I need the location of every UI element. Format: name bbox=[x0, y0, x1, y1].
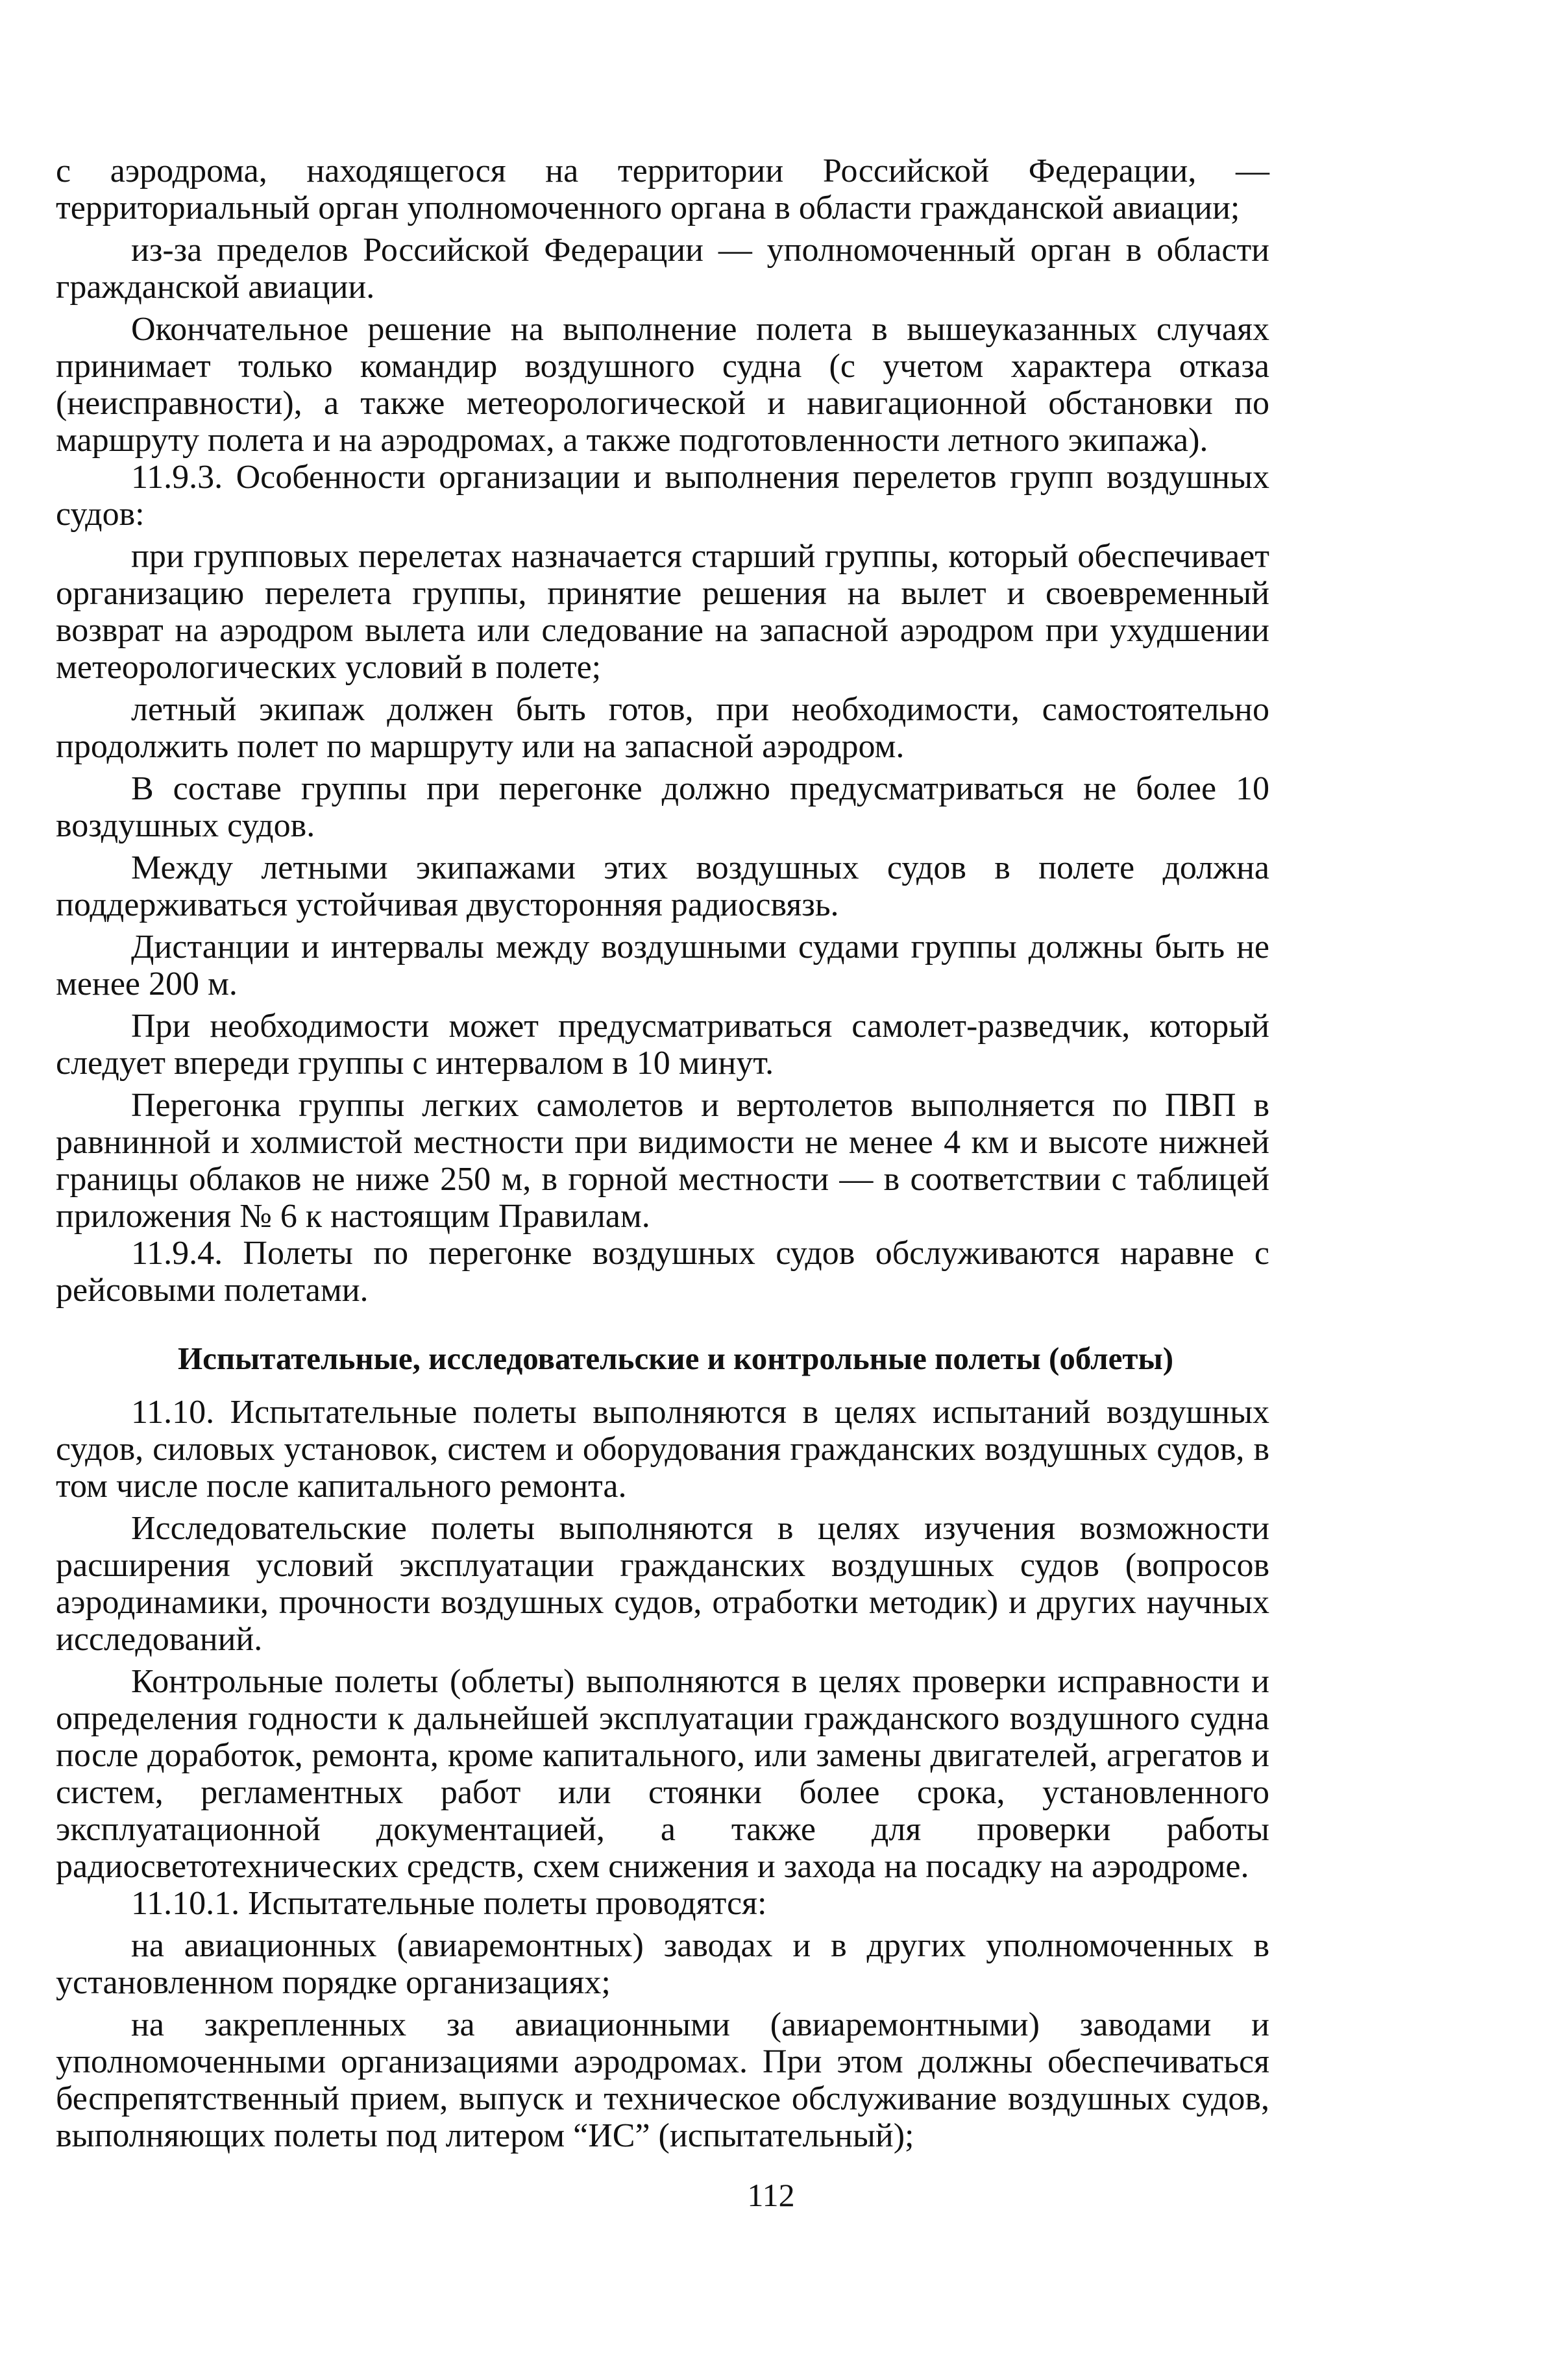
paragraph: 11.10. Испытательные полеты выполняются в целях испытаний воздушных судов, силовых установок, систем и оборудования гражданских воздушных судов, в том числе после капитального ремонта. bbox=[56, 1394, 1269, 1505]
paragraph: 11.9.4. Полеты по перегонке воздушных судов обслуживаются наравне с рейсовыми полетами. bbox=[56, 1235, 1269, 1309]
paragraph: с аэродрома, находящегося на территории Российской Федерации, — территориальный орган уполномоченного органа в области гражданской авиации; bbox=[56, 152, 1269, 226]
paragraph: 11.9.3. Особенности организации и выполнения перелетов групп воздушных судов: bbox=[56, 459, 1269, 533]
paragraph: В составе группы при перегонке должно предусматриваться не более 10 воздушных судов. bbox=[56, 770, 1269, 844]
paragraph: при групповых перелетах назначается старший группы, который обеспечивает организацию перелета группы, принятие решения на вылет и своевременный возврат на аэродром вылета или следование на запасной аэродром при ухудшении метеорологических условий в полете; bbox=[56, 538, 1269, 686]
page-number: 112 bbox=[747, 2177, 795, 2213]
paragraph: При необходимости может предусматриваться самолет-разведчик, который следует впереди группы с интервалом в 10 минут. bbox=[56, 1008, 1269, 1082]
paragraph: Контрольные полеты (облеты) выполняются в целях проверки исправности и определения годности к дальнейшей эксплуатации гражданского воздушного судна после доработок, ремонта, кроме капитального, или замены двигателей, агрегатов и систем, регламентных работ или стоянки более срока, установленного эксплуатационной документацией, а также для проверки работы радиосветотехнических средств, схем снижения и захода на посадку на аэродроме. bbox=[56, 1663, 1269, 1885]
paragraph: на авиационных (авиаремонтных) заводах и в других уполномоченных в установленном порядке организациях; bbox=[56, 1927, 1269, 2001]
paragraph: летный экипаж должен быть готов, при необходимости, самостоятельно продолжить полет по маршруту или на запасной аэродром. bbox=[56, 691, 1269, 765]
paragraph: на закрепленных за авиационными (авиаремонтными) заводами и уполномоченными организациями аэродромах. При этом должны обеспечиваться беспрепятственный прием, выпуск и техническое обслуживание воздушных судов, выполняющих полеты под литером “ИС” (испытательный); bbox=[56, 2006, 1269, 2154]
document-page bbox=[56, 152, 1269, 2154]
paragraph: Между летными экипажами этих воздушных судов в полете должна поддерживаться устойчивая двусторонняя радиосвязь. bbox=[56, 849, 1269, 923]
paragraph: из-за пределов Российской Федерации — уполномоченный орган в области гражданской авиации. bbox=[56, 232, 1269, 306]
paragraph: Перегонка группы легких самолетов и вертолетов выполняется по ПВП в равнинной и холмистой местности при видимости не менее 4 км и высоте нижней границы облаков не ниже 250 м, в горной местности — в соответствии с таблицей приложения № 6 к настоящим Правилам. bbox=[56, 1087, 1269, 1235]
paragraph: Окончательное решение на выполнение полета в вышеуказанных случаях принимает только командир воздушного судна (с учетом характера отказа (неисправности), а также метеорологической и навигационной обстановки по маршруту полета и на аэродромах, а также подготовленности летного экипажа). bbox=[56, 311, 1269, 459]
section-heading: Испытательные, исследовательские и контрольные полеты (облеты) bbox=[177, 1341, 1174, 1376]
paragraph: 11.10.1. Испытательные полеты проводятся: bbox=[131, 1885, 767, 1922]
paragraph: Дистанции и интервалы между воздушными судами группы должны быть не менее 200 м. bbox=[56, 929, 1269, 1002]
paragraph: Исследовательские полеты выполняются в целях изучения возможности расширения условий эксплуатации гражданских воздушных судов (вопросов аэродинамики, прочности воздушных судов, отработки методик) и других научных исследований. bbox=[56, 1510, 1269, 1658]
